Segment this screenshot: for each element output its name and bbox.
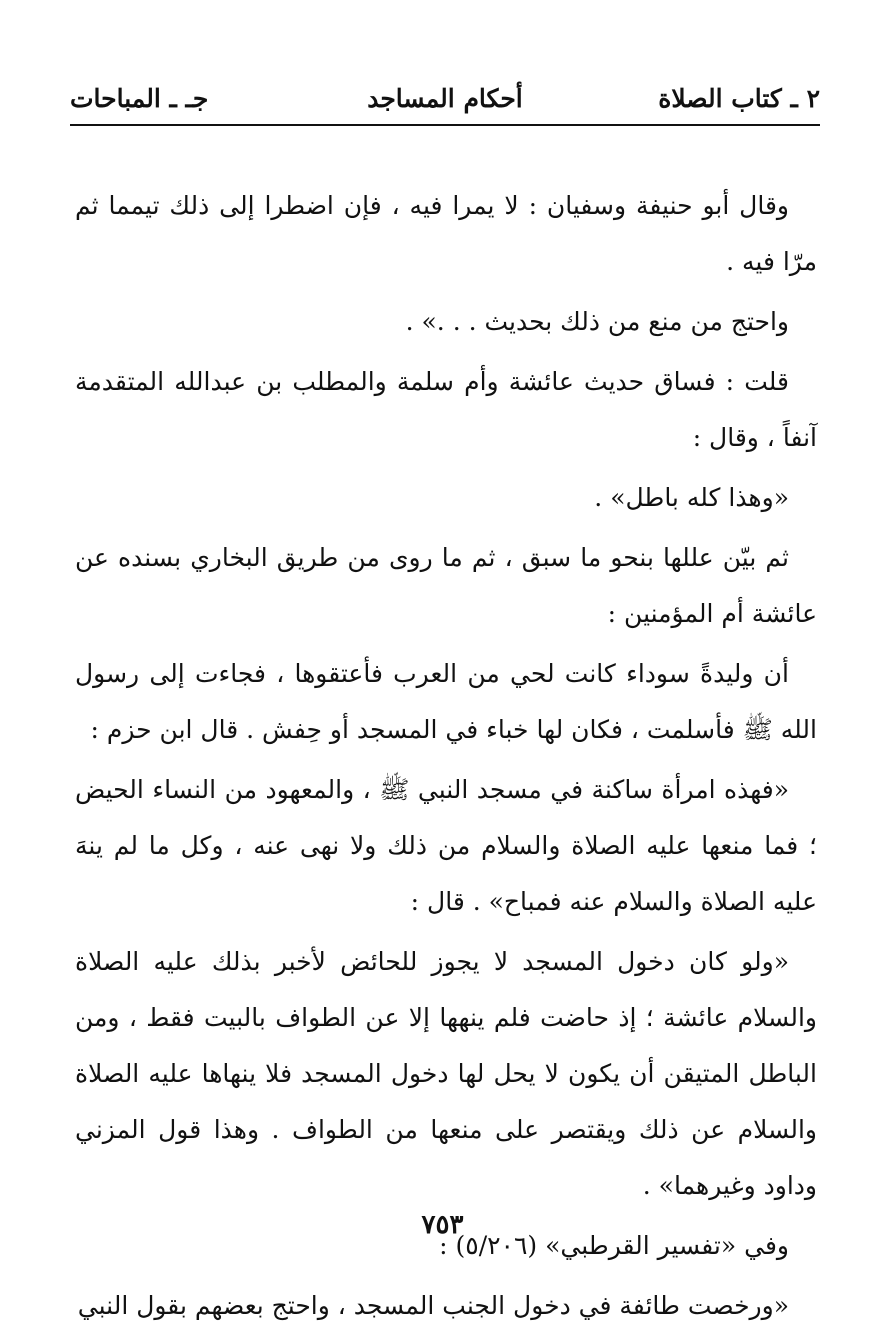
header-divider	[70, 124, 820, 126]
paragraph: ثم بيّن عللها بنحو ما سبق ، ثم ما روى من طريق البخاري بسنده عن عائشة أم المؤمنين :	[75, 543, 817, 628]
paragraph: «ورخصت طائفة في دخول الجنب المسجد ، واحتج بعضهم بقول النبي	[77, 1291, 789, 1320]
paragraph: واحتج من منع من ذلك بحديث . . .» .	[405, 307, 789, 336]
running-header	[70, 84, 820, 124]
paragraph: وقال أبو حنيفة وسفيان : لا يمرا فيه ، فإن اضطرا إلى ذلك تيمما ثم مرّا فيه .	[75, 191, 817, 276]
paragraph: أن وليدةً سوداء كانت لحي من العرب فأعتقوها ، فجاءت إلى رسول الله ﷺ فأسلمت ، فكان لها خباء في المسجد أو حِفش . قال ابن حزم :	[75, 659, 817, 744]
paragraph: «وهذا كله باطل» .	[594, 483, 789, 512]
paragraph: «ولو كان دخول المسجد لا يجوز للحائض لأخبر بذلك عليه الصلاة والسلام عائشة ؛ إذ حاضت فلم ينهها إلا عن الطواف بالبيت فقط ، ومن الباطل المتيقن أن يكون لا يحل لها دخول المسجد فلا ينهاها عليه الصلاة والسلام عن ذلك ويقتصر على منعها من الطواف . وهذا قول المزني وداود وغيرهما» .	[75, 947, 817, 1200]
header-section-title: جـ ـ المباحات	[70, 84, 209, 113]
paragraph: قلت : فساق حديث عائشة وأم سلمة والمطلب بن عبدالله المتقدمة آنفاً ، وقال :	[75, 367, 817, 452]
body-text	[75, 178, 817, 1338]
paragraph: «فهذه امرأة ساكنة في مسجد النبي ﷺ ، والمعهود من النساء الحيض ؛ فما منعها عليه الصلاة والسلام من ذلك ولا نهى عنه ، وكل ما لم ينهَ عليه الصلاة والسلام عنه فمباح» . قال :	[75, 775, 817, 916]
header-book-title: ٢ ـ كتاب الصلاة	[658, 84, 820, 113]
header-chapter-title: أحكام المساجد	[367, 84, 523, 113]
paragraph: وفي «تفسير القرطبي» (٥/٢٠٦) :	[439, 1231, 789, 1260]
page-number: ٧٥٣	[421, 1210, 464, 1240]
